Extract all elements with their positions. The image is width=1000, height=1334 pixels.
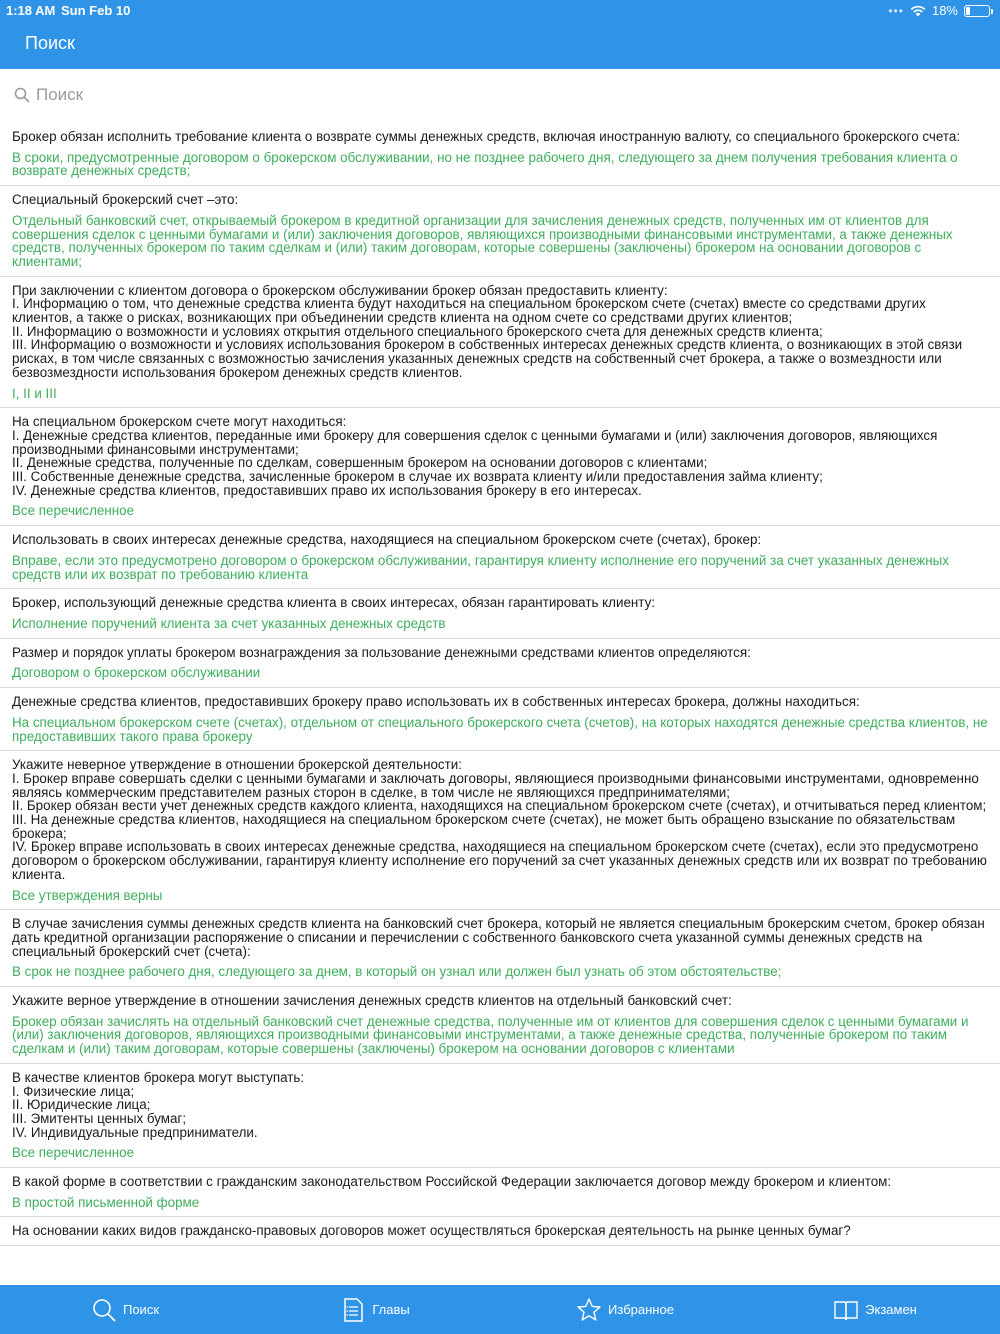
- list-item[interactable]: [0, 186, 1000, 277]
- search-icon: [14, 87, 30, 103]
- star-icon: [576, 1297, 602, 1323]
- list-item[interactable]: [0, 1217, 1000, 1246]
- search-input[interactable]: [36, 83, 936, 107]
- list-item[interactable]: [0, 277, 1000, 409]
- question-text: В случае зачисления суммы денежных средств клиента на банковский счет брокера, который не является специальным брокерским счетом, брокер обязан дать кредитной организации распоряжение о списании и перечислении с собственного банковского счета указанной суммы денежных средств на специальный брокерский счет (счета):: [12, 916, 985, 959]
- wifi-icon: [910, 5, 926, 17]
- status-bar: [0, 0, 1000, 20]
- tab-label: Поиск: [122, 1302, 160, 1317]
- list-item[interactable]: [0, 987, 1000, 1064]
- search-bar: [0, 69, 1000, 123]
- question-text: Размер и порядок уплаты брокером вознаграждения за пользование денежными средствами клиентов определяются:: [12, 644, 751, 660]
- answer-text: Вправе, если это предусмотрено договором о брокерском обслуживании, гарантируя клиенту исполнение его поручений за счет указанных денежных средств или их возврат по требованию клиента: [12, 552, 949, 582]
- question-text: Брокер обязан исполнить требование клиента о возврате суммы денежных средств, включая иностранную валюту, со специального брокерского счета:: [12, 129, 961, 144]
- tab-label: Избранное: [608, 1302, 674, 1317]
- multitask-dots-icon: •••: [888, 3, 904, 18]
- tab-label: Главы: [372, 1302, 410, 1317]
- battery-icon: [964, 5, 990, 17]
- list-icon: [340, 1297, 366, 1323]
- list-item[interactable]: [0, 910, 1000, 987]
- answer-text: В простой письменной форме: [12, 1194, 200, 1210]
- question-text: В качестве клиентов брокера могут выступать: I. Физические лица; II. Юридические лица; III. Эмитенты ценных бумаг; IV. Индивидуальные предприниматели.: [12, 1069, 305, 1140]
- answer-text: На специальном брокерском счете (счетах), отдельном от специального брокерского счета (счетов), на которых находятся денежные средства клиентов, не предоставивших такого права брокеру: [12, 714, 988, 744]
- battery-level: [966, 7, 970, 15]
- battery-percent: 18%: [931, 3, 958, 18]
- list-item[interactable]: [0, 1064, 1000, 1168]
- header: [0, 0, 1000, 69]
- list-item[interactable]: [0, 123, 1000, 186]
- question-text: Брокер, использующий денежные средства клиента в своих интересах, обязан гарантировать клиенту:: [12, 595, 655, 611]
- status-time: 1:18 AM: [6, 3, 56, 18]
- tab-label: Экзамен: [865, 1302, 917, 1317]
- status-right: [888, 3, 990, 18]
- question-text: Денежные средства клиентов, предоставивших брокеру право использовать их в собственных интересах брокера, должны находиться:: [12, 694, 860, 710]
- tab-search[interactable]: [0, 1285, 250, 1334]
- answer-text: Договором о брокерском обслуживании: [12, 665, 261, 681]
- question-text: На специальном брокерском счете могут находиться: I. Денежные средства клиентов, переданные ими брокеру для совершения сделок с ценными бумагами и (или) заключения договоров, являющихся производными финансовыми инструментами; II. Денежные средства, полученные по сделкам, совершенным брокером на основании договоров с клиентами; III. Собственные денежные средства, зачисленные брокером в случае их возврата клиенту и/или предоставления займа клиенту; IV. Денежные средства клиентов, предоставивших право их использования брокеру в его интересах.: [12, 414, 938, 498]
- answer-text: Брокер обязан зачислять на отдельный банковский счет денежные средства, полученные им от клиентов для совершения сделок с ценными бумагами и (или) заключения договоров, являющихся производными финансовыми инструментами, а также денежные средства, полученные брокером по таким сделкам и (или) таким договорам, которые совершены (заключены) брокером на основании договоров с клиентами: [12, 1013, 969, 1057]
- list-item[interactable]: [0, 408, 1000, 526]
- answer-text: Все перечисленное: [12, 1145, 135, 1161]
- list-item[interactable]: [0, 688, 1000, 751]
- list-item[interactable]: [0, 526, 1000, 589]
- answer-text: Все утверждения верны: [12, 887, 163, 903]
- answer-text: В сроки, предусмотренные договором о брокерском обслуживании, но не позднее рабочего дня, следующего за днем получения требования клиента о возврате денежных средств;: [12, 149, 958, 179]
- list-item[interactable]: [0, 1168, 1000, 1217]
- answer-text: Отдельный банковский счет, открываемый брокером в кредитной организации для зачисления денежных средств, полученных им от клиентов для совершения сделок с ценными бумагами и (или) заключения договоров, являющихся производными финансовыми инструментами, а также денежных средств, полученных брокером по таким сделкам и (или) таким договорам, которые совершены (заключены) брокером на основании договоров с клиентами;: [12, 212, 953, 269]
- tab-bar: [0, 1285, 1000, 1334]
- question-text: Специальный брокерский счет –это:: [12, 192, 239, 208]
- answer-text: I, II и III: [12, 385, 57, 401]
- answer-text: В срок не позднее рабочего дня, следующего за днем, в который он узнал или должен был узнать об этом обстоятельстве;: [12, 964, 782, 980]
- list-item[interactable]: [0, 639, 1000, 688]
- question-text: При заключении с клиентом договора о брокерском обслуживании брокер обязан предоставить клиенту: I. Информацию о том, что денежные средства клиента будут находиться на специальном брокерском счете (счетах) вместе со средствами других клиентов, а также о рисках, возникающих при объединении средств клиента на одном счете со средствами других клиентов; II. Информацию о возможности и условиях открытия отдельного специального брокерского счета для денежных средств клиента; III. Информацию о возможности и условиях использования брокером в собственных интересах денежных средств клиента, о возникающих в этой связи рисках, в том числе связанных с возможностью зачисления указанных денежных средств на собственный счет брокера, а также о возмездности или безвозмездности использования брокером денежных средств клиентов.: [12, 282, 963, 380]
- tab-favorites[interactable]: [500, 1285, 750, 1334]
- status-date: Sun Feb 10: [61, 3, 131, 18]
- tab-chapters[interactable]: [250, 1285, 500, 1334]
- question-text: На основании каких видов гражданско-правовых договоров может осуществляться брокерская деятельность на рынке ценных бумаг?: [12, 1223, 851, 1239]
- question-text: В какой форме в соответствии с гражданским законодательством Российской Федерации заключается договор между брокером и клиентом:: [12, 1174, 892, 1190]
- question-text: Использовать в своих интересах денежные средства, находящиеся на специальном брокерском счете (счетах), брокер:: [12, 532, 762, 548]
- question-text: Укажите верное утверждение в отношении зачисления денежных средств клиентов на отдельный банковский счет:: [12, 993, 732, 1009]
- list-item[interactable]: [0, 751, 1000, 910]
- search-icon: [91, 1297, 117, 1323]
- answer-text: Исполнение поручений клиента за счет указанных денежных средств: [12, 615, 446, 631]
- list-item[interactable]: [0, 589, 1000, 638]
- page-title: Поиск: [25, 33, 75, 53]
- answer-text: Все перечисленное: [12, 503, 135, 519]
- results-list: [0, 123, 1000, 1285]
- tab-exam[interactable]: [750, 1285, 1000, 1334]
- question-text: Укажите неверное утверждение в отношении брокерской деятельности: I. Брокер вправе совершать сделки с ценными бумагами и заключать договоры, являющиеся производными финансовыми инструментами, одновременно являясь коммерческим представителем разных сторон в сделке, в том числе не являющихся предпринимателями; II. Брокер обязан вести учет денежных средств каждого клиента, находящихся на специальном брокерском счете (счетах), и отчитываться перед клиентом; III. На денежные средства клиентов, находящиеся на специальном брокерском счете (счетах), не может быть обращено взыскание по обязательствам брокера; IV. Брокер вправе использовать в своих интересах денежные средства, находящиеся на специальном брокерском счете (счетах), если это предусмотрено договором о брокерском обслуживании, гарантируя клиенту исполнение его поручений за счет указанных денежных средств или их возврат по требованию клиента.: [12, 757, 987, 882]
- book-icon: [833, 1297, 859, 1323]
